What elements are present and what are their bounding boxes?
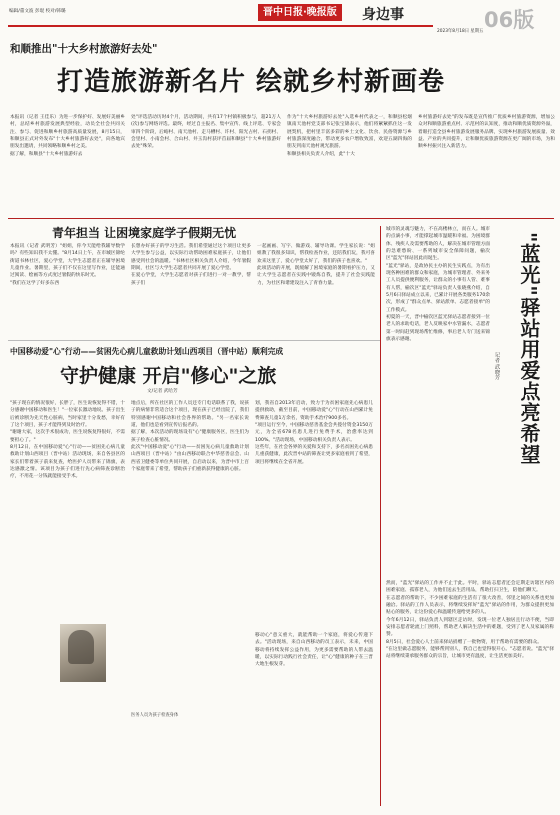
top-article-subtitle: 和顺推出"十大乡村旅游好去处" [10,43,158,55]
mid-divider [8,340,380,341]
header-rule [8,25,433,27]
mid-article-col-3: 一起画画、写字、做游戏、辅导功课。学生家长说："姐姐教了我很多知识，帮我检查作业，还陪我们玩，我可喜欢来这里了，爱心学堂太好了，我们的孩子也喜欢。" 此项活动的开展，既缓解了困境家庭的暑期看护压力，又让大学生志愿者在实践中锻炼自我，提升了社会实践能力，为社区和谐建设注入了青春力量。 [257,244,375,286]
top-article-col-4: 乡村旅游好去处"的发布既是宣传推广优质乡村旅游资源，增加公众对和顺旅游重点村、示范村的认知度，推动和顺优质资源外溢，着眼打造全县乡村旅游发展服务品牌，实现乡村旅游发展质量、效益、产业的共同提升，让和顺优质旅游资源在更广阔的市场，为和顺乡村振兴注入新活力。 [418,115,555,150]
right-article-author: 记者 武晓芳 [494,352,500,380]
right-article-col-1: 城市的灵魂与魅力，不在高楼林立，而在人。城市的点滴小事，才能撑起城市温暖和幸福。为困境群体、残疾人及需要帮助的人，解决在城市管理方面的急难愁盼、一系列城市安全保障问题，榆次区"蓝光"驿站因此而诞生。 "蓝光"驿站，是政协民主办的民生实践点，为有出现各种困难的群众和家庭，为城市管理者、外来务工人员提供便利服务，让群众的小事有人管、难事有人帮，榆次区"蓝光"驿站负责人张晓燕介绍，自5月6日驿站成立以来，已累计开展各类服务170余次，形成了"群众点单、驿站派单、志愿者接单"的工作模式。 初夏的一天，晋中榆次区蓝光驿站志愿者接到一位老人的求助电话，老人反映家中水管漏水，志愿者第一时间赶到现场帮忙维修，事后老人专门送来锦旗表示感谢。 [386,227,490,343]
page-number: 06版 [484,8,535,32]
section-divider [8,218,554,219]
issue-date: 2023年8月18日 星期五 [437,29,484,34]
child-photo [60,624,106,682]
right-article-col-2: 然而，"蓝光"驿站的工作并不止于此。平时，驿站志愿者还会定期走访辖区内的困难家庭、孤寡老人，为他们送去生活用品，帮助打扫卫生，陪他们聊天。 在志愿者的帮助下，不少困难家庭的生活有了很大改善，邻里之间的关系也更加融洽。驿站的工作人员表示，将继续发挥好"蓝光"驿站的作用，为群众提供更加贴心的服务，让这份爱心和温暖传递给更多的人。 今年6月12日，驿站负责人到辖区走访时，发现一位老人独居且行动不便，当即安排志愿者轮流上门照料，帮助老人解决生活中的难题，受到了老人及家属的称赞。 8月5日，社会爱心人士前来驿站捐赠了一批物资，用于帮助有需要的群众。 "在这里做志愿服务，能够帮到别人，我自己也觉得很开心。"志愿者说。"蓝光"驿站将继续秉承服务群众的宗旨，让城市更有温度，让生活更加美好。 [386,581,554,660]
lower-article-byline: 文/记者 武哈芳 [147,389,178,394]
top-article-title: 打造旅游新名片 绘就乡村新画卷 [57,67,446,97]
editor-credits: 编辑/董文波 彭琨 校对/韩璐 [9,9,66,14]
lower-article-col-2: 地点后，所在社区的工作人员还专门电话联系了我，说孩子的病情非常适合这个项目，现在孩子已经出院了，我们特别感谢中国移动和社会各界的帮助。"另一名家长说道，他们也是看到宣传后报名的。 据了解，本次活动的现场设有"心"健康服务区，医生们为孩子检查心脏情况。 此次"中国移动爱"心"行动——贫困先心病儿童救助计划山西项目（晋中站）"由山西移动联合中华慈善总会、山西省卫健委等单位共同开展，自启动以来，为晋中市上百个家庭带来了希望，帮助孩子们重新获得健康的心脏。 [131,401,249,473]
photo-caption: 医务人员为孩子检查身体 [131,713,179,718]
column-separator [380,226,381,806]
lower-article-title: 守护健康 开启"修心"之旅 [60,365,277,387]
mid-article-col-2: 长想办好孩子的学习生活。我们希望通过这个项目让更多大学生参与公益，以实际行动帮助困难家庭孩子，让他们感受到社会的温暖。"书林社区相关负责人介绍，今年暑假期间，社区与大学生志愿者共同开展了爱心学堂。 在爱心学堂，大学生志愿者对孩子们进行一对一教学，帮孩子们 [131,244,251,286]
lower-article-col-3: 划，我省自2013年启动，致力于为贫困家庭先心病患儿提供救助，截至目前，中国移动爱"心"行动在山西累计免费筛查儿童1万余名，资助手术治疗900多名。 "项目运行至今，中国移动慈善基金会共拨付资金3150万元，为全省678名患儿进行免费手术，治愈率达到100%。"活动现场，中国移动相关负责人表示。 这些年，在社会各界的关爱和支持下，多名贫困先心病患儿重获健康，此次晋中站的筛查让更多家庭看到了希望，项目将继续在全省开展。 [255,401,373,465]
right-article-title: "蓝光"驿站用爱点亮希望 [517,232,541,465]
masthead-logo: 晋中日报·晚报版 [258,4,342,21]
top-article-col-1: 本报讯（记者 王佳乐）为进一步保护好、发展好美丽乡村，总结乡村旅游发展典型经验，动员全社会共同关注、参与、促进和顺乡村旅游高质量发展，8月15日，和顺县正式对外发布"十大乡村旅游好去处"，向各地宾朋发出邀请，共同领略和顺乡村之美。 据了解，和顺县"十大乡村旅游好去 [10,115,125,157]
top-article-col-3: 作为"十大乡村旅游好去处"入选乡村代表之一，和顺县松烟镇南天池村党支部书记张宝锦表示，他们将紧紧抓住这一发展契机，把村里丰富多彩的乡土文化、饮食、民俗资源与乡村旅游深度融合，带动更多农户增收致富，欢迎五湖四海的朋友到南天池村观光旅游。 和顺县相关负责人介绍，此"十大 [287,115,412,157]
lower-article-subtitle: 中国移动爱"心"行动——贫困先心病儿童救助计划山西项目（晋中站）顺利完成 [10,347,284,356]
lower-article-col-1: "孩子现在的情况很好，长胖了，医生说恢复得不错，十分感谢中国移动和医生！"一位家长激动地说。孩子出生后被诊断为先天性心脏病，当时家里十分发愁，幸好有了这个项目，孩子才能得到及时治疗。 "谢谢大家，这次手术很成功，医生说恢复得很好，不需要担心了。" 8月12日，在中国移动爱"心"行动——贫困先心病儿童救助计划山西项目（晋中站）活动现场，来自各县区的家长们带着孩子前来复查，给医护人员带来了锦旗，表达感激之情。该项目为孩子们进行先心病筛查诊断治疗，不用花一分钱就能接受手术。 [10,401,125,480]
section-title: 身边事 [362,7,404,23]
mid-article-col-1: 本报讯（记者 武明芳）"姐姐，你今天能给我辅导数学吗？有些知识我不太懂。"8月14日上午，在市城区锦纶街道书林社区，爱心学堂，大学生志愿者正在辅导困境儿童作业。暑期里，孩子们不仅在这里写作业，还能通过阅读、绘画等方式度过暑假的快乐时光。 "我们在这学了好多东西 [10,244,125,286]
top-article-col-2: 处"评选活动历时4个月，活动期间，共有17个村镇积极参与，超21万人(次)参与网络评选。最终，经过自主报名、集中宣传、线上评选、专家会审四个阶段，后峪村、南天池村、走马槽村、许村、阳光占村、石拐村、会里村、小南会村、合山村、井玉沟村获评首届和顺县"十大乡村旅游好去处"殊荣。 [131,115,281,150]
lower-article-col-4: 移动心"意义重大，就能帮助一个家庭，将爱心传递下去。"活动现场，来自山西移动的员工表示，未来，中国移动将持续发挥公益作用，为更多需要帮助的人带去温暖，以实际行动践行社会责任，让"心"健康的种子在三晋大地生根发芽。 [255,633,373,668]
mid-article-title: 青年担当 让困境家庭学子假期无忧 [52,226,237,240]
